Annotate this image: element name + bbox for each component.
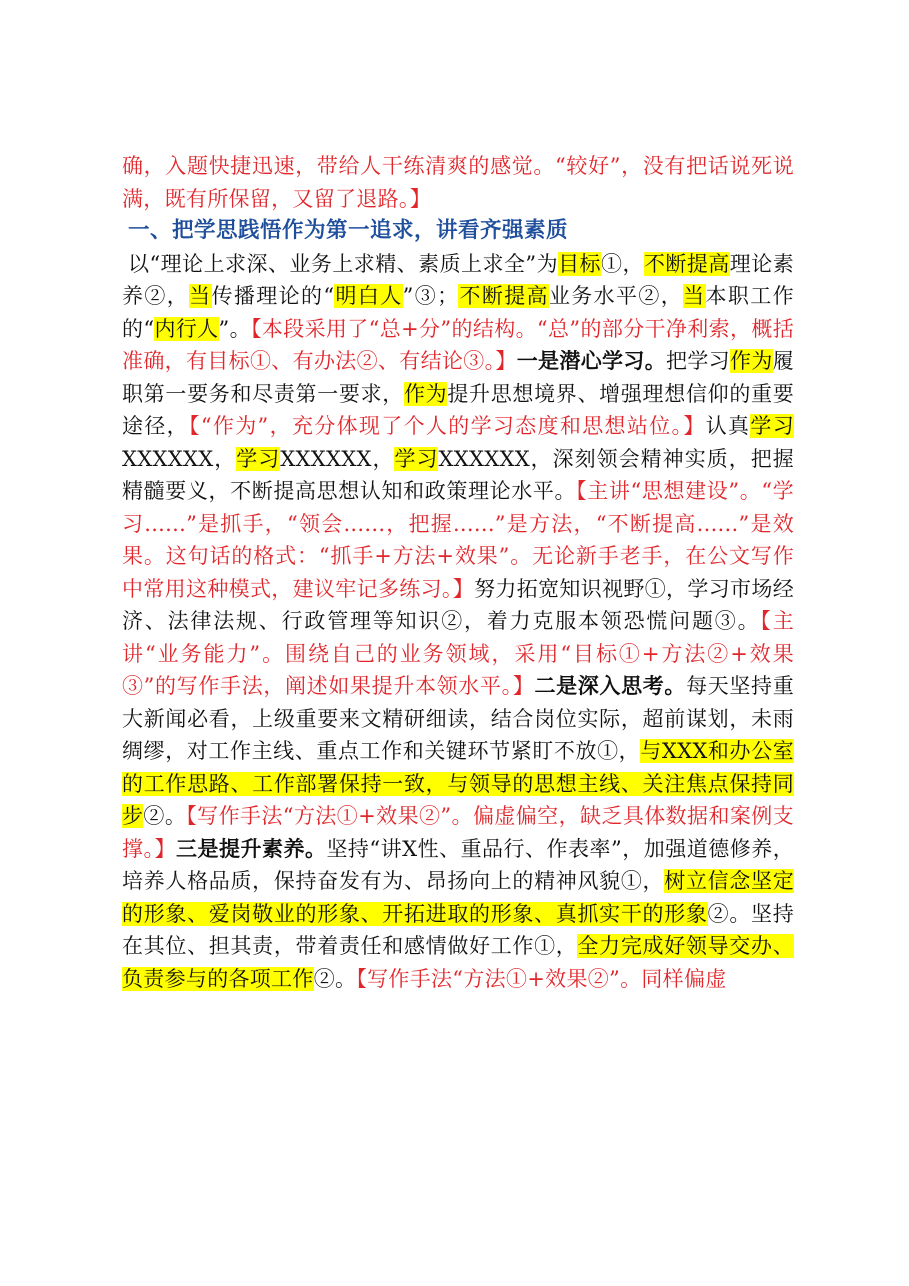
highlighted-text: 学习 xyxy=(750,414,794,438)
highlighted-text: 作为 xyxy=(730,349,773,373)
highlighted-text: 明白人 xyxy=(334,284,403,308)
subheading-bold: 三是提升素养。 xyxy=(175,835,327,861)
text-run: XXXXXX， xyxy=(280,446,395,471)
text-run: XXXXXX， xyxy=(122,446,237,471)
text-run: 提升思想境界、增强理想信仰的重要途径， xyxy=(122,381,794,438)
text-run: 把学习 xyxy=(666,349,731,373)
text-run: 业务水平②， xyxy=(548,284,684,308)
intro-comment: 确，入题快捷迅速，带给人干练清爽的感觉。“较好”，没有把话说死说满，既有所保留，又留了退路。】 xyxy=(122,154,794,211)
subheading-bold: 二是深入思考。 xyxy=(534,673,687,698)
highlighted-text: 学习 xyxy=(394,446,439,471)
text-run: 履职第一要务和尽责第一要求， xyxy=(122,349,794,406)
text-run: 传播理论的“ xyxy=(211,284,335,308)
annotation-comment: 【“作为”，充分体现了个人的学习态度和思想站位。】 xyxy=(189,414,706,438)
text-run: ②。 xyxy=(313,966,357,991)
subheading-bold: 一是潜心学习。 xyxy=(516,348,667,373)
highlighted-text: 与XXX和办公室的工作思路、工作部署保持一致，与领导的思想主线、关注焦点保持同步 xyxy=(122,739,794,828)
text-run: 努力拓宽知识视野①，学习市场经济、法律法规、行政管理等知识②，着力克服本领恐慌问题③。 xyxy=(122,576,794,633)
highlighted-text: 目标 xyxy=(558,251,602,276)
annotation-comment: 【主讲“思想建设”。“学习......”是抓手，“领会......，把握......”是方法，“不断提高......”是效果。这句话的格式：“抓手+方法+效果”。无论新手老手，在公文写作中常用这种模式，建议牢记多练习。】 xyxy=(122,479,794,601)
text-run: ②。坚持在其位、担其责，带着责任和感情做好工作①， xyxy=(122,901,794,958)
highlighted-text: 不断提高 xyxy=(458,284,549,308)
body-paragraph xyxy=(122,248,794,996)
highlighted-text: 当 xyxy=(189,284,212,308)
annotation-comment: 【本段采用了“总+分”的结构。“总”的部分干净利索，概括准确，有目标①、有办法②、有结论③。】 xyxy=(122,316,795,373)
text-run: ①， xyxy=(601,251,644,276)
annotation-comment: 【写作手法“方法①+效果②”。偏虚偏空，缺乏具体数据和案例支撑。】 xyxy=(122,804,794,861)
annotation-comment: 【写作手法“方法①+效果②”。同样偏虚 xyxy=(356,966,727,991)
text-run: XXXXXX，深刻领会精神实质，把握精髓要义，不断提高思想认知和政策理论水平。 xyxy=(122,446,794,503)
text-run: 坚持“讲X性、重品行、作表率”，加强道德修养，培养人格品质，保持奋发有为、昂扬向上的精神风貌①， xyxy=(122,836,794,893)
text-run: ”③； xyxy=(402,284,459,308)
highlighted-text: 不断提高 xyxy=(643,251,730,276)
text-run: 本职工作的“ xyxy=(122,284,794,341)
document-body xyxy=(122,150,794,995)
highlighted-text: 内行人 xyxy=(154,316,219,341)
text-run: 每天坚持重大新闻必看，上级重要来文精研细读，结合岗位实际，超前谋划，未雨绸缪，对工作主线、重点工作和关键环节紧盯不放①， xyxy=(122,674,795,763)
text-run: ②。 xyxy=(143,804,187,828)
text-run: 以“理论上求深、业务上求精、素质上求全”为 xyxy=(128,251,559,276)
highlighted-text: 学习 xyxy=(236,446,281,471)
text-run: ”。 xyxy=(218,316,251,341)
highlighted-text: 当 xyxy=(683,284,706,308)
highlighted-text: 全力完成好领导交办、负责参与的各项工作 xyxy=(122,934,794,991)
annotation-comment: 【主讲“业务能力”。围绕自己的业务领域，采用“目标①+方法②+效果③”的写作手法，阐述如果提升本领水平。】 xyxy=(122,609,794,698)
text-run: 理论素养②， xyxy=(122,251,794,308)
highlighted-text: 树立信念坚定的形象、爱岗敬业的形象、开拓进取的形象、真抓实干的形象 xyxy=(122,869,794,926)
highlighted-text: 作为 xyxy=(403,381,448,406)
section-heading: 一、把学思践悟作为第一追求，讲看齐强素质 xyxy=(128,218,569,243)
text-run: 认真 xyxy=(705,414,751,438)
